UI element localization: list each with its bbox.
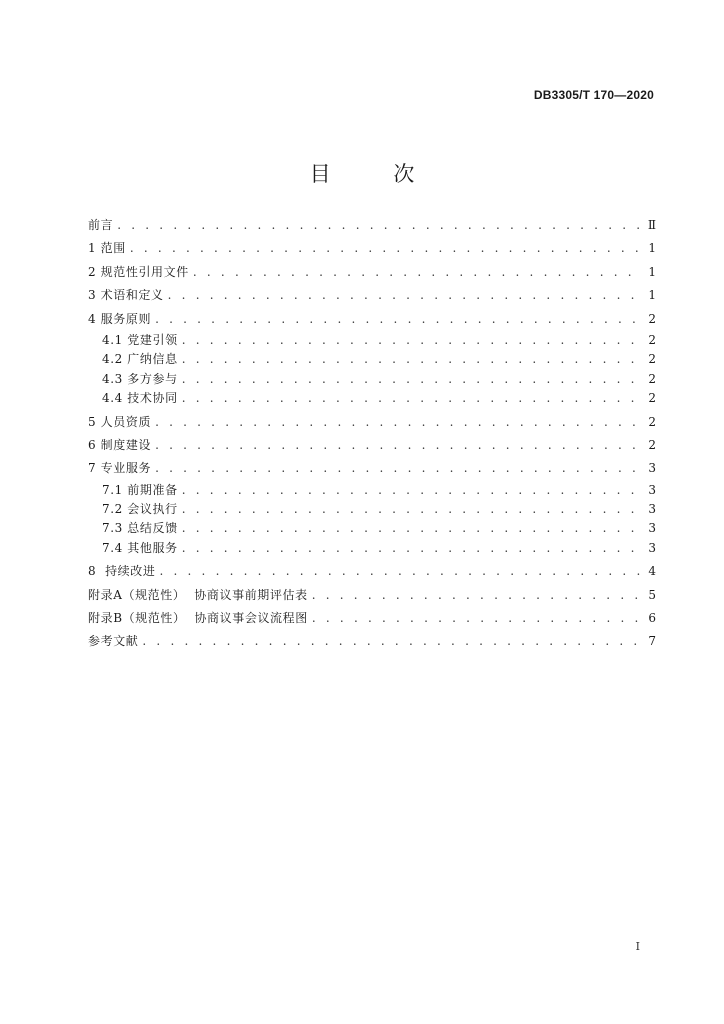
toc-dot-leader [182,370,642,389]
toc-entry[interactable] [88,411,656,434]
toc-dot-leader [193,261,642,284]
toc-entry-label: 4 服务原则 [88,311,152,326]
toc-dot-leader [155,457,642,480]
toc-entry-page: 2 [648,371,656,386]
toc-entry-page: 3 [648,502,656,517]
page-number: I [635,940,640,953]
toc-entry[interactable] [88,389,656,408]
toc-entry[interactable] [88,607,656,630]
toc-dot-leader [182,481,642,500]
toc-entry[interactable] [88,560,656,583]
toc-dot-leader [155,434,642,457]
toc-entry-label: 附录B（规范性） 协商议事会议流程图 [88,611,308,626]
toc-entry-label: 前言 [88,218,114,232]
toc-entry[interactable] [88,434,656,457]
toc-entry-label: 1 范围 [88,241,126,256]
toc-entry[interactable] [88,308,656,331]
toc-entry-label: 4.4 技术协同 [102,391,178,406]
toc-entry-page: 3 [648,521,656,536]
toc-entry-label: 4.3 多方参与 [102,371,178,386]
toc-entry-label: 附录A（规范性） 协商议事前期评估表 [88,587,308,602]
toc-entry-page: 3 [648,461,656,476]
toc-entry-label: 8 持续改进 [88,564,156,579]
toc-entry-page: 2 [648,437,656,452]
toc-entry-label: 7 专业服务 [88,461,152,476]
toc-dot-leader [182,539,642,558]
toc-entry-page: 7 [648,634,656,649]
toc-dot-leader [159,560,642,583]
toc-entry-page: 4 [648,564,656,579]
toc-entry[interactable] [88,284,656,307]
page-title: 目 次 [309,162,443,186]
toc-entry[interactable] [88,630,656,653]
toc-entry-label: 4.2 广纳信息 [102,352,178,367]
toc-dot-leader [312,584,642,607]
toc-entry[interactable] [88,350,656,369]
toc-entry-label: 7.3 总结反馈 [102,521,178,536]
toc-entry[interactable] [88,519,656,538]
toc-dot-leader [182,331,642,350]
toc-entry-label: 6 制度建设 [88,437,152,452]
toc-entry[interactable] [88,370,656,389]
toc-dot-leader [155,308,642,331]
toc-entry-page: 1 [648,288,656,303]
toc-dot-leader [182,350,642,369]
toc-entry[interactable] [88,584,656,607]
toc-entry-page: 5 [648,587,656,602]
document-code: DB3305/T 170—2020 [533,88,654,102]
toc-entry-label: 2 规范性引用文件 [88,264,189,279]
toc-entry[interactable] [88,481,656,500]
toc-entry[interactable] [88,214,656,237]
toc-entry-page: 6 [648,611,656,626]
toc-entry-page: 2 [648,352,656,367]
toc-entry-label: 7.2 会议执行 [102,502,178,517]
toc-entry-label: 4.1 党建引领 [102,332,178,347]
toc-dot-leader [155,411,642,434]
toc-dot-leader [142,630,642,653]
toc-entry-page: 2 [648,311,656,326]
toc-entry[interactable] [88,237,656,260]
toc-dot-leader [168,284,642,307]
toc-dot-leader [182,389,642,408]
toc-entry-page: Ⅱ [647,218,656,232]
toc-entry[interactable] [88,457,656,480]
toc-entry-label: 3 术语和定义 [88,288,164,303]
toc-entry[interactable] [88,500,656,519]
toc-entry[interactable] [88,261,656,284]
toc-entry-page: 2 [648,414,656,429]
toc-entry-page: 2 [648,332,656,347]
toc-dot-leader [312,607,642,630]
toc-entry-page: 1 [648,264,656,279]
toc-entry-page: 1 [648,241,656,256]
toc-entry-label: 7.4 其他服务 [102,540,178,555]
toc-entry[interactable] [88,331,656,350]
toc-dot-leader [117,214,642,237]
toc-dot-leader [182,519,642,538]
toc-entry-label: 5 人员资质 [88,414,152,429]
toc-entry-label: 参考文献 [88,634,139,649]
table-of-contents [88,214,656,654]
toc-entry-label: 7.1 前期准备 [102,482,178,497]
toc-dot-leader [182,500,642,519]
toc-entry-page: 3 [648,482,656,497]
toc-entry[interactable] [88,539,656,558]
toc-entry-page: 2 [648,391,656,406]
toc-dot-leader [130,237,642,260]
toc-entry-page: 3 [648,540,656,555]
